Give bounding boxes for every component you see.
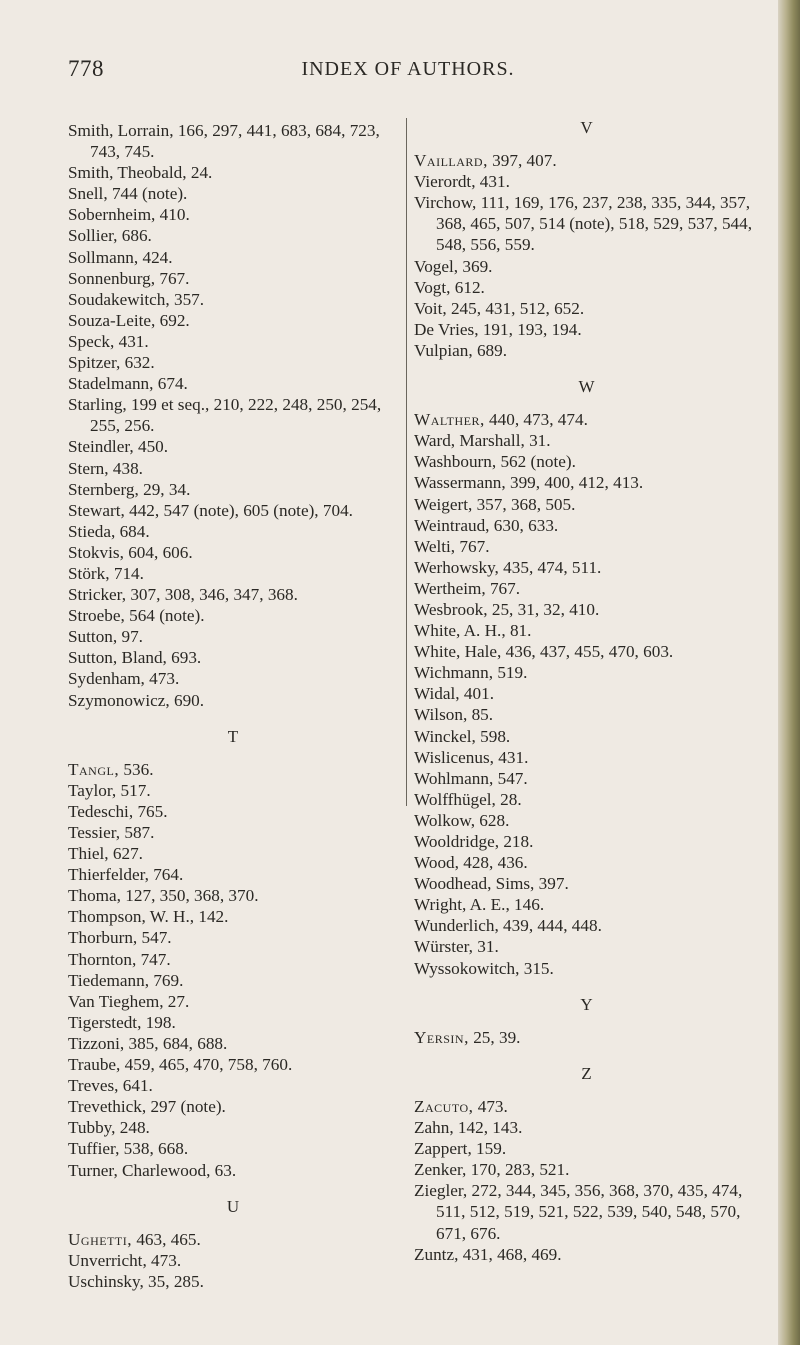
index-entry bbox=[68, 1012, 398, 1033]
author-name: Van Tieghem, bbox=[68, 991, 164, 1011]
page-references: 547. bbox=[497, 768, 528, 788]
page-references: 562 (note). bbox=[500, 452, 576, 472]
index-entry bbox=[68, 1271, 398, 1292]
page-references: 424. bbox=[142, 247, 173, 267]
index-entry bbox=[68, 1229, 398, 1250]
author-name: Sydenham, bbox=[68, 669, 145, 689]
index-entry bbox=[414, 256, 759, 277]
page-references: 747. bbox=[140, 949, 171, 969]
index-entry bbox=[68, 542, 398, 563]
author-name: Unverricht, bbox=[68, 1250, 147, 1270]
page-references: 587. bbox=[124, 823, 155, 842]
page-references: 85. bbox=[471, 705, 494, 725]
page-references: 428, 436. bbox=[463, 853, 528, 873]
section-letter: U bbox=[226, 1196, 240, 1216]
index-entry bbox=[414, 451, 759, 472]
section-letter: W bbox=[578, 377, 595, 397]
page-references: 431. bbox=[498, 747, 529, 767]
author-name: Walther, bbox=[414, 410, 485, 430]
page-references: 769. bbox=[153, 970, 184, 990]
index-entry bbox=[414, 620, 759, 641]
page-references: 397, 407. bbox=[492, 151, 557, 171]
index-entry bbox=[68, 949, 398, 970]
author-name: Sollier, bbox=[68, 226, 118, 246]
page-references: 767. bbox=[459, 536, 490, 556]
index-entry bbox=[68, 289, 398, 310]
page-references: 438. bbox=[112, 458, 143, 478]
author-name: Speck, bbox=[68, 331, 115, 351]
index-entry bbox=[414, 277, 759, 298]
index-entry bbox=[68, 563, 398, 584]
index-entry bbox=[414, 936, 759, 957]
index-entry bbox=[68, 1075, 398, 1096]
page-references: 31. bbox=[477, 937, 499, 957]
author-name: Wright, A. E., bbox=[414, 895, 510, 915]
index-entry bbox=[414, 1138, 759, 1159]
author-name: Störk, bbox=[68, 563, 110, 583]
author-name: Widal, bbox=[414, 684, 460, 704]
page-references: 538, 668. bbox=[123, 1139, 189, 1159]
section-letter: Y bbox=[580, 994, 593, 1014]
index-entry bbox=[414, 683, 759, 704]
index-entry bbox=[68, 458, 398, 479]
page-references: 25, 39. bbox=[473, 1027, 521, 1047]
page-references: 111, 169, 176, 237, 238, 335, 344, 357, 368, 465, 507, 514 (note), 518, 529, 537, 544, 548, 556, 559. bbox=[436, 193, 753, 255]
author-name: Wilson, bbox=[414, 705, 468, 725]
page-header bbox=[68, 56, 748, 86]
index-entry bbox=[414, 831, 759, 852]
page-references: 97. bbox=[121, 627, 143, 647]
index-entry bbox=[68, 162, 398, 183]
index-entry bbox=[414, 852, 759, 873]
index-entry bbox=[68, 626, 398, 647]
page-references: 517. bbox=[120, 780, 151, 800]
page-references: 436, 437, 455, 470, 603. bbox=[505, 642, 674, 662]
author-name: Uschinsky, bbox=[68, 1271, 144, 1291]
author-name: Thiel, bbox=[68, 844, 109, 864]
index-entry bbox=[414, 726, 759, 747]
author-name: Werhowsky, bbox=[414, 557, 499, 577]
index-entry bbox=[68, 331, 398, 352]
page-references: 25, 31, 32, 410. bbox=[491, 599, 600, 619]
author-name: Vogt, bbox=[414, 277, 451, 297]
index-entry bbox=[414, 578, 759, 599]
page-references: 191, 193, 194. bbox=[482, 319, 582, 339]
index-entry bbox=[414, 873, 759, 894]
author-name: Tessier, bbox=[68, 823, 121, 842]
author-name: Zuntz, bbox=[414, 1244, 459, 1264]
author-name: Welti, bbox=[414, 536, 456, 556]
page-references: 674. bbox=[157, 374, 188, 394]
page-references: 632. bbox=[124, 353, 155, 373]
page-references: 369. bbox=[462, 256, 493, 276]
author-name: Ughetti, bbox=[68, 1229, 133, 1249]
page-references: 442, 547 (note), 605 (note), 704. bbox=[129, 500, 353, 520]
page-references: 218. bbox=[503, 832, 534, 851]
author-name: Sutton, bbox=[68, 627, 118, 647]
left-column bbox=[68, 120, 398, 1292]
index-entry bbox=[68, 584, 398, 605]
index-entry bbox=[68, 864, 398, 885]
author-name: Wunderlich, bbox=[414, 916, 499, 936]
index-entry bbox=[68, 885, 398, 906]
column-divider bbox=[406, 118, 407, 806]
page-references: 604, 606. bbox=[128, 542, 193, 562]
page-references: 689. bbox=[476, 340, 508, 360]
index-entry bbox=[414, 536, 759, 557]
page-references: 714. bbox=[113, 563, 144, 583]
index-entry bbox=[414, 472, 759, 493]
index-entry bbox=[414, 340, 759, 361]
page-references: 684. bbox=[119, 521, 150, 541]
author-name: Stieda, bbox=[68, 521, 116, 541]
author-name: Würster, bbox=[414, 937, 473, 957]
author-name: Snell, bbox=[68, 184, 108, 204]
author-name: Tangl, bbox=[68, 759, 120, 779]
index-entry bbox=[68, 690, 398, 711]
index-entry bbox=[68, 927, 398, 948]
index-entry bbox=[414, 1117, 759, 1138]
author-name: Tigerstedt, bbox=[68, 1012, 142, 1032]
author-name: Weintraud, bbox=[414, 515, 490, 535]
page-references: 519. bbox=[497, 663, 528, 683]
page-references: 35, 285. bbox=[148, 1271, 204, 1291]
author-name: Stewart, bbox=[68, 500, 125, 520]
author-name: Starling, bbox=[68, 395, 127, 415]
page-references: 385, 684, 688. bbox=[128, 1033, 228, 1053]
page-references: 248. bbox=[119, 1118, 150, 1138]
author-name: Vulpian, bbox=[414, 340, 473, 360]
page-references: 431. bbox=[479, 172, 510, 192]
index-entry bbox=[414, 192, 759, 255]
author-name: Virchow, bbox=[414, 193, 477, 213]
page-references: 170, 283, 521. bbox=[470, 1160, 570, 1180]
index-entry bbox=[414, 662, 759, 683]
author-name: Vaillard, bbox=[414, 151, 488, 171]
index-entry bbox=[68, 521, 398, 542]
page-references: 28. bbox=[500, 789, 522, 809]
index-entry bbox=[68, 970, 398, 991]
index-entry bbox=[68, 394, 398, 436]
author-name: Traube, bbox=[68, 1055, 121, 1075]
page-edge bbox=[778, 0, 800, 1345]
author-name: Spitzer, bbox=[68, 353, 121, 373]
author-name: Tubby, bbox=[68, 1118, 116, 1138]
author-name: Tuffier, bbox=[68, 1139, 120, 1159]
page-references: 628. bbox=[479, 810, 510, 830]
author-name: White, Hale, bbox=[414, 642, 502, 662]
index-entry bbox=[68, 1096, 398, 1117]
index-entry bbox=[68, 373, 398, 394]
page-references: 612. bbox=[454, 277, 485, 297]
index-entry bbox=[414, 810, 759, 831]
author-name: Zahn, bbox=[414, 1118, 454, 1138]
page-references: 307, 308, 346, 347, 368. bbox=[130, 585, 298, 605]
page-references: 686. bbox=[121, 226, 152, 246]
page-references: 357. bbox=[173, 289, 205, 309]
page-references: 473. bbox=[477, 1096, 508, 1116]
author-name: Wassermann, bbox=[414, 473, 506, 493]
author-name: Stadelmann, bbox=[68, 374, 154, 394]
author-name: Smith, Lorrain, bbox=[68, 121, 174, 140]
author-name: Voit, bbox=[414, 298, 447, 318]
page-references: 245, 431, 512, 652. bbox=[450, 298, 585, 318]
author-name: Smith, Theobald, bbox=[68, 163, 187, 183]
index-entry bbox=[414, 789, 759, 810]
author-name: Sutton, Bland, bbox=[68, 648, 167, 668]
author-name: Szymonowicz, bbox=[68, 690, 170, 710]
author-name: De Vries, bbox=[414, 319, 479, 339]
page-references: 690. bbox=[173, 690, 205, 710]
author-name: Treves, bbox=[68, 1076, 119, 1096]
index-entry bbox=[414, 515, 759, 536]
author-name: Thompson, W. H., bbox=[68, 907, 195, 927]
index-entry bbox=[414, 915, 759, 936]
page-references: 27. bbox=[167, 991, 190, 1011]
author-name: Stokvis, bbox=[68, 542, 124, 562]
index-entry bbox=[68, 247, 398, 268]
index-entry bbox=[68, 310, 398, 331]
index-entry bbox=[414, 1159, 759, 1180]
author-name: Yersin, bbox=[414, 1027, 469, 1047]
page-references: 199 et seq., 210, 222, 248, 250, 254, 255, 256. bbox=[90, 395, 382, 436]
page-references: 693. bbox=[171, 648, 202, 668]
page-references: 166, 297, 441, 683, 684, 723, 743, 745. bbox=[90, 121, 380, 162]
author-name: Wolkow, bbox=[414, 810, 475, 830]
page-references: 142, 143. bbox=[457, 1118, 523, 1138]
page-references: 272, 344, 345, 356, 368, 370, 435, 474, 511, 512, 519, 521, 522, 539, 540, 548, 570, 671, 676. bbox=[436, 1181, 743, 1243]
index-entry bbox=[68, 268, 398, 289]
index-entry bbox=[68, 1160, 398, 1181]
author-name: Zacuto, bbox=[414, 1096, 474, 1116]
page-references: 357, 368, 505. bbox=[476, 494, 576, 514]
page-references: 744 (note). bbox=[111, 184, 188, 204]
index-entry bbox=[68, 183, 398, 204]
author-name: Trevethick, bbox=[68, 1097, 147, 1117]
page-references: 81. bbox=[509, 621, 532, 641]
page-references: 440, 473, 474. bbox=[489, 410, 588, 430]
page-references: 431, 468, 469. bbox=[462, 1244, 562, 1264]
author-name: Zappert, bbox=[414, 1139, 472, 1159]
index-entry bbox=[68, 436, 398, 457]
author-name: Wyssokowitch, bbox=[414, 958, 520, 978]
section-letter: Z bbox=[581, 1063, 592, 1083]
author-name: Winckel, bbox=[414, 726, 476, 746]
index-entry bbox=[414, 298, 759, 319]
author-name: Wislicenus, bbox=[414, 747, 494, 767]
index-entry bbox=[414, 894, 759, 915]
page-references: 764. bbox=[153, 865, 184, 885]
author-name: Zenker, bbox=[414, 1160, 467, 1180]
page-references: 450. bbox=[137, 437, 169, 457]
page-references: 401. bbox=[463, 684, 494, 704]
author-name: Thierfelder, bbox=[68, 865, 149, 885]
page-references: 630, 633. bbox=[493, 515, 559, 535]
index-entry bbox=[68, 822, 398, 843]
index-entry bbox=[414, 599, 759, 620]
index-entry bbox=[414, 704, 759, 725]
page-references: 598. bbox=[480, 726, 511, 746]
author-name: Tedeschi, bbox=[68, 801, 134, 821]
index-entry bbox=[68, 991, 398, 1012]
index-entry bbox=[68, 225, 398, 246]
author-name: Vogel, bbox=[414, 256, 459, 276]
index-entry bbox=[414, 1096, 759, 1117]
index-entry bbox=[68, 843, 398, 864]
index-entry bbox=[414, 557, 759, 578]
index-entry bbox=[414, 1180, 759, 1243]
page-number: 778 bbox=[68, 56, 104, 81]
page-references: 159. bbox=[476, 1139, 507, 1159]
author-name: Thorburn, bbox=[68, 928, 138, 948]
page-references: 31. bbox=[529, 431, 551, 451]
index-entry bbox=[414, 1244, 759, 1265]
page-references: 397. bbox=[538, 874, 569, 894]
index-entry bbox=[414, 430, 759, 451]
author-name: Soudakewitch, bbox=[68, 289, 170, 309]
author-name: Tiedemann, bbox=[68, 970, 150, 990]
page-references: 463, 465. bbox=[136, 1229, 201, 1249]
page-references: 431. bbox=[118, 331, 149, 351]
author-name: Wooldridge, bbox=[414, 832, 500, 851]
index-entry bbox=[414, 150, 759, 171]
page-references: 564 (note). bbox=[129, 606, 205, 626]
author-name: Ward, Marshall, bbox=[414, 431, 525, 451]
page-references: 473. bbox=[149, 669, 180, 689]
page-references: 29, 34. bbox=[143, 479, 191, 499]
author-name: Sobernheim, bbox=[68, 205, 156, 225]
index-entry bbox=[68, 500, 398, 521]
author-name: Ziegler, bbox=[414, 1181, 468, 1201]
index-entry bbox=[68, 120, 398, 162]
right-column bbox=[414, 120, 759, 1265]
index-entry bbox=[68, 668, 398, 689]
author-name: Vierordt, bbox=[414, 172, 476, 192]
index-entry bbox=[68, 1117, 398, 1138]
index-entry bbox=[68, 1138, 398, 1159]
author-name: Steindler, bbox=[68, 437, 134, 457]
page-references: 410. bbox=[159, 205, 190, 225]
author-name: Thoma, bbox=[68, 886, 121, 906]
index-entry bbox=[414, 1027, 759, 1048]
index-entry bbox=[68, 352, 398, 373]
index-entry bbox=[414, 319, 759, 340]
author-name: Wichmann, bbox=[414, 663, 494, 683]
author-name: Wertheim, bbox=[414, 578, 486, 598]
index-entry bbox=[68, 780, 398, 801]
running-head: INDEX OF AUTHORS. bbox=[301, 58, 515, 80]
author-name: Tizzoni, bbox=[68, 1033, 125, 1053]
page-references: 547. bbox=[141, 928, 172, 948]
author-name: Wesbrook, bbox=[414, 599, 488, 619]
author-name: Stricker, bbox=[68, 585, 127, 605]
author-name: Thornton, bbox=[68, 949, 137, 969]
section-letter: T bbox=[227, 726, 239, 746]
author-name: Wolffhügel, bbox=[414, 789, 496, 809]
author-name: Stroebe, bbox=[68, 606, 125, 626]
index-entry bbox=[68, 1250, 398, 1271]
author-name: Souza-Leite, bbox=[68, 310, 156, 330]
author-name: Weigert, bbox=[414, 494, 473, 514]
index-entry bbox=[414, 641, 759, 662]
author-name: Wohlmann, bbox=[414, 768, 494, 788]
index-entry bbox=[68, 906, 398, 927]
index-entry bbox=[68, 759, 398, 780]
page-references: 473. bbox=[151, 1250, 182, 1270]
page-references: 399, 400, 412, 413. bbox=[509, 473, 644, 493]
index-entry bbox=[68, 1033, 398, 1054]
index-entry bbox=[414, 171, 759, 192]
page-references: 459, 465, 470, 758, 760. bbox=[124, 1055, 293, 1075]
author-name: Stern, bbox=[68, 458, 109, 478]
author-name: Taylor, bbox=[68, 780, 117, 800]
page-references: 63. bbox=[214, 1160, 237, 1180]
author-name: Turner, Charlewood, bbox=[68, 1160, 211, 1180]
author-name: Sternberg, bbox=[68, 479, 139, 499]
author-name: Sollmann, bbox=[68, 247, 139, 267]
page-references: 641. bbox=[122, 1076, 153, 1096]
author-name: Washbourn, bbox=[414, 452, 497, 472]
page-references: 435, 474, 511. bbox=[503, 557, 602, 577]
index-entry bbox=[414, 494, 759, 515]
page-references: 765. bbox=[137, 801, 168, 821]
page-references: 439, 444, 448. bbox=[503, 916, 602, 936]
page-references: 198. bbox=[145, 1012, 176, 1032]
index-entry bbox=[68, 479, 398, 500]
index-entry bbox=[414, 958, 759, 979]
author-name: Wood, bbox=[414, 853, 459, 873]
page-references: 536. bbox=[123, 759, 154, 779]
index-entry bbox=[68, 801, 398, 822]
page-references: 142. bbox=[198, 907, 229, 927]
index-entry bbox=[414, 409, 759, 430]
author-name: Woodhead, Sims, bbox=[414, 874, 535, 894]
index-entry bbox=[414, 768, 759, 789]
page-references: 146. bbox=[514, 895, 545, 915]
index-entry bbox=[68, 1054, 398, 1075]
index-entry bbox=[414, 747, 759, 768]
page-references: 627. bbox=[112, 844, 143, 864]
author-name: White, A. H., bbox=[414, 621, 506, 641]
page-references: 297 (note). bbox=[150, 1097, 226, 1117]
section-letter: V bbox=[580, 118, 593, 137]
page-references: 315. bbox=[523, 958, 554, 978]
page-references: 692. bbox=[159, 310, 190, 330]
page-references: 24. bbox=[190, 163, 213, 183]
page-references: 767. bbox=[159, 268, 190, 288]
index-entry bbox=[68, 647, 398, 668]
page-references: 127, 350, 368, 370. bbox=[125, 886, 259, 906]
index-entry bbox=[68, 605, 398, 626]
author-name: Sonnenburg, bbox=[68, 268, 156, 288]
page-references: 767. bbox=[489, 578, 521, 598]
index-entry bbox=[68, 204, 398, 225]
